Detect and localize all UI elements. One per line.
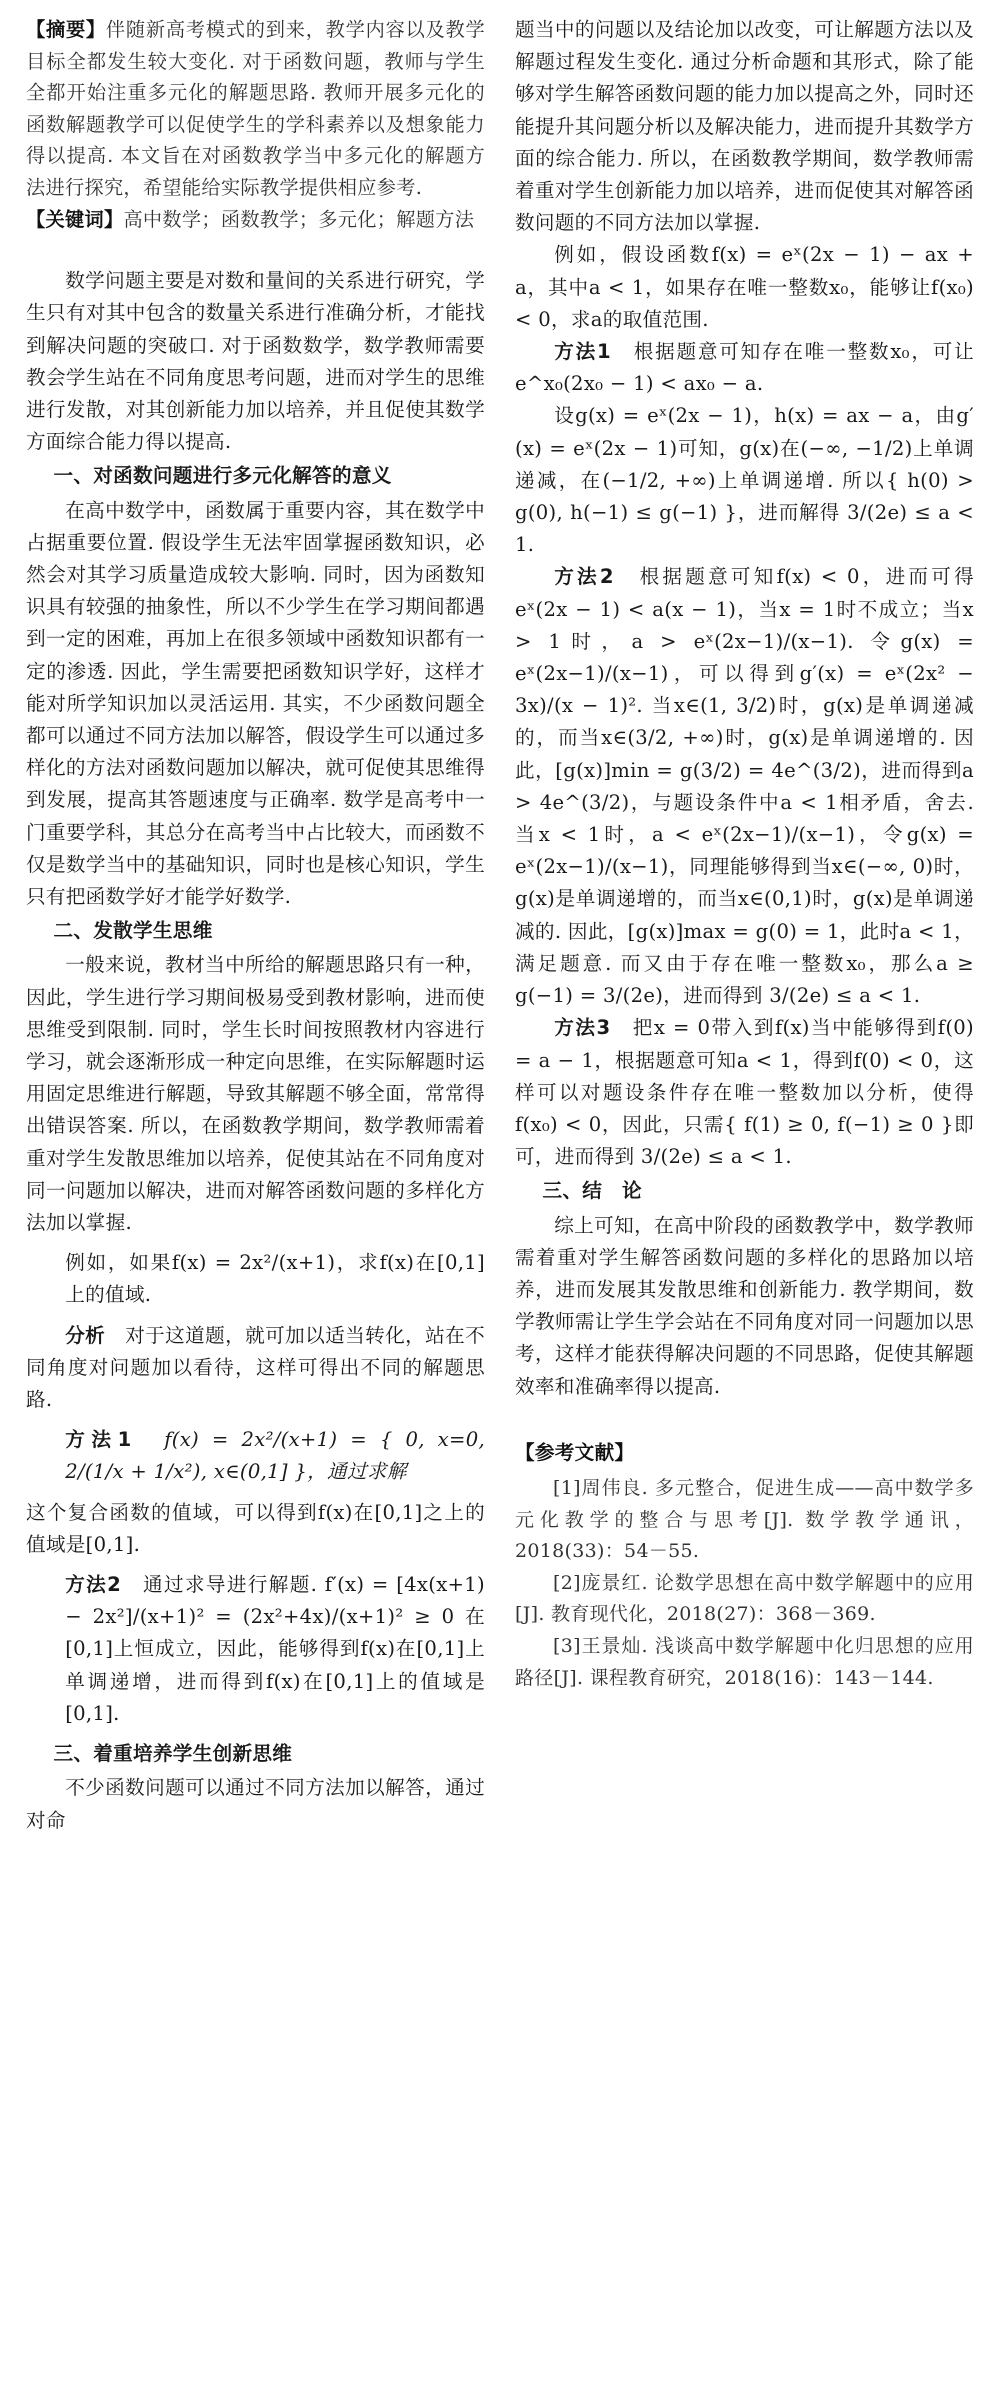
left-column: [26, 14, 485, 2395]
intro-paragraph: 数学问题主要是对数和量间的关系进行研究，学生只有对其中包含的数量关系进行准确分析，才能找到解决问题的突破口. 对于函数数学，数学教师需要教会学生站在不同角度思考问题，进而对学生的思维进行发散，对其创新能力加以培养，并且促使其数学方面综合能力得以提高.: [26, 269, 485, 454]
right-column: [515, 14, 974, 2395]
section-2-text: 一般来说，教材当中所给的解题思路只有一种，因此，学生进行学习期间极易受到教材影响，进而使思维受到限制. 同时，学生长时间按照教材内容进行学习，就会逐渐形成一种定向思维，在实际解题时运用固定思维进行解题，导致其解题不够全面，常常得出错误答案. 所以，在函数教学期间，数学教师需着重对学生发散思维加以培养，促使其站在不同角度对同一问题加以解决，进而对解答函数问题的多样化方法加以掌握.: [26, 953, 485, 1235]
conclusion-title: 三、结 论: [542, 1179, 642, 1203]
section-2-title: 二、发散学生思维: [53, 919, 213, 943]
right-method-1-detail: 设g(x) = eˣ(2x − 1)，h(x) = ax − a，由g′(x) = eˣ(2x − 1)可知，g(x)在(−∞, −1/2)上单调递减，在(−1/2, +∞)上单调递增. 所以{ h(0) > g(0), h(−1) ≤ g(−1) }，进而解得 3/(2e) ≤ a < 1.: [515, 404, 974, 557]
abstract: [26, 14, 485, 204]
right-continuation: 题当中的问题以及结论加以改变，可让解题方法以及解题过程发生变化. 通过分析命题和其形式，除了能够对学生解答函数问题的能力加以提高之外，同时还能提升其问题分析以及解决能力，进而提升其数学方面的综合能力. 所以，在函数教学期间，数学教师需着重对学生创新能力加以培养，进而促使其对解答函数问题的不同方法加以掌握.: [515, 18, 974, 235]
keywords-tag: 【关键词】: [26, 207, 124, 231]
analysis-paragraph: [26, 1320, 485, 1417]
spacer: [26, 235, 485, 265]
keywords: [26, 204, 485, 236]
reference-item: [1]周伟良. 多元整合，促进生成——高中数学多元化教学的整合与思考[J]. 数学教学通讯，2018(33)：54－55.: [515, 1476, 974, 1563]
reference-item: [2]庞景红. 论数学思想在高中数学解题中的应用[J]. 教育现代化，2018(27)：368－369.: [515, 1571, 974, 1626]
abstract-tag: 【摘要】: [26, 18, 106, 41]
right-method-2: [515, 561, 974, 1012]
right-method-2-tag: 方法2: [554, 565, 614, 589]
section-3-text: 不少函数问题可以通过不同方法加以解答，通过对命: [26, 1776, 485, 1832]
method-1-text: 这个复合函数的值域，可以得到f(x)在[0,1]之上的值域是[0,1].: [26, 1500, 485, 1556]
analysis-text: 对于这道题，就可加以适当转化，站在不同角度对问题加以看待，这样可得出不同的解题思路.: [26, 1323, 485, 1412]
method-2-text: 通过求导进行解题. f′(x) = [4x(x+1) − 2x²]/(x+1)² = (2x²+4x)/(x+1)² ≥ 0 在[0,1]上恒成立，因此，能够得到f(x)在[0,1]上单调递增，进而得到f(x)在[0,1]上的值域是[0,1].: [65, 1573, 485, 1725]
analysis-tag: 分析: [65, 1323, 106, 1347]
right-method-2-text: 根据题意可知f(x) < 0，进而可得eˣ(2x − 1) < a(x − 1)，当x = 1时不成立；当x > 1时，a > eˣ(2x−1)/(x−1). 令g(x) = eˣ(2x−1)/(x−1)，可以得到g′(x) = eˣ(2x² − 3x)/(x − 1)². 当x∈(1, 3/2)时，g(x)是单调递减的，而当x∈(3/2, +∞)时，g(x)是单调递增的. 因此，[g(x)]min = g(3/2) = 4e^(3/2)，进而得到a > 4e^(3/2)，与题设条件中a < 1相矛盾，舍去. 当x < 1时，a < eˣ(2x−1)/(x−1)，令g(x) = eˣ(2x−1)/(x−1)，同理能够得到当x∈(−∞, 0)时，g(x)是单调递增的，而当x∈(0,1)时，g(x)是单调递减的. 因此，[g(x)]max = g(0) = 1，此时a < 1，满足题意. 而又由于存在唯一整数x₀，那么a ≥ g(−1) = 3/(2e)，进而得到 3/(2e) ≤ a < 1.: [515, 565, 974, 1008]
references-title: 【参考文献】: [515, 1440, 635, 1464]
right-method-1-text: 根据题意可知存在唯一整数x₀，可让e^x₀(2x₀ − 1) < ax₀ − a.: [515, 340, 974, 396]
method-2-left: [65, 1569, 485, 1730]
section-1-text: 在高中数学中，函数属于重要内容，其在数学中占据重要位置. 假设学生无法牢固掌握函数知识，必然会对其学习质量造成较大影响. 同时，因为函数知识具有较强的抽象性，所以不少学生在学习期间都遇到一定的困难，再加上在很多领域中函数知识都有一定的渗透. 因此，学生需要把函数知识学好，这样才能对所学知识加以灵活运用. 其实，不少函数问题全都可以通过不同方法加以解答，假设学生可以通过多样化的方法对函数问题加以解决，就可促使其思维得到发展，提高其答题速度与正确率. 数学是高考中一门重要学科，其总分在高考当中占比较大，而函数不仅是数学当中的基础知识，同时也是核心知识，学生只有把函数学好才能学好数学.: [26, 498, 485, 909]
example-2: 例如，假设函数f(x) = eˣ(2x − 1) − ax + a，其中a < 1，如果存在唯一整数x₀，能够让f(x₀) < 0，求a的取值范围.: [515, 243, 974, 331]
method-2-tag: 方法2: [65, 1573, 122, 1597]
right-method-3-tag: 方法3: [554, 1016, 611, 1040]
example-1: 例如，如果f(x) = 2x²/(x+1)，求f(x)在[0,1]上的值域.: [65, 1251, 485, 1307]
method-1-left: [65, 1424, 485, 1488]
method-1-formula: f(x) = 2x²/(x+1) = { 0, x=0, 2/(1/x + 1/x²), x∈(0,1] }，通过求解: [65, 1428, 485, 1484]
section-1-title: 一、对函数问题进行多元化解答的意义: [53, 464, 392, 488]
reference-item: [3]王景灿. 浅谈高中数学解题中化归思想的应用路径[J]. 课程教育研究，2018(16)：143－144.: [515, 1634, 974, 1689]
right-method-3: [515, 1012, 974, 1173]
abstract-text: 伴随新高考模式的到来，教学内容以及教学目标全都发生较大变化. 对于函数问题，教师与学生全都开始注重多元化的解题思路. 教师开展多元化的函数解题教学可以促使学生的学科素养以及想象能力得以提高. 本文旨在对函数教学当中多元化的解题方法进行探究，希望能给实际教学提供相应参考.: [26, 18, 486, 199]
method-1-tag: 方法1: [65, 1428, 132, 1452]
section-3-title: 三、着重培养学生创新思维: [53, 1742, 293, 1766]
keywords-text: 高中数学；函数教学；多元化；解题方法: [123, 207, 475, 231]
right-method-3-text: 把x = 0带入到f(x)当中能够得到f(0) = a − 1，根据题意可知a < 1，得到f(0) < 0，这样可以对题设条件存在唯一整数加以分析，使得f(x₀) < 0，因此，只需{ f(1) ≥ 0, f(−1) ≥ 0 }即可，进而得到 3/(2e) ≤ a < 1.: [515, 1016, 974, 1169]
right-method-1: [515, 336, 974, 400]
conclusion-text: 综上可知，在高中阶段的函数教学中，数学教师需着重对学生解答函数问题的多样化的思路加以培养，进而发展其发散思维和创新能力. 教学期间，数学教师需让学生学会站在不同角度对同一问题加以思考，这样才能获得解决问题的不同思路，促使其解题效率和准确率得以提高.: [515, 1213, 974, 1398]
right-method-1-tag: 方法1: [554, 340, 611, 364]
